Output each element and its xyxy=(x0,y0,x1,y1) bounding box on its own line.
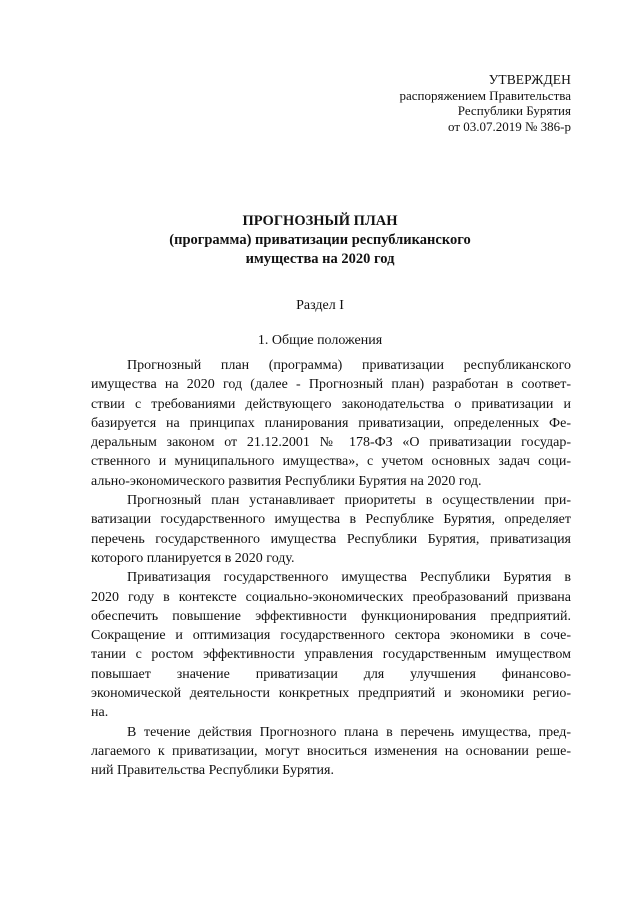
text-line: на. xyxy=(91,705,109,721)
text-line: базируется на принципах планирования приватизации, определенных Фе- xyxy=(91,415,571,431)
title-line: имущества на 2020 год xyxy=(245,251,395,267)
text-line: В течение действия Прогнозного плана в перечень имущества, пред- xyxy=(127,724,571,740)
body-text xyxy=(91,356,571,781)
text-line: повышает значение приватизации для улучшения финансово- xyxy=(91,666,571,682)
subsection-heading: 1. Общие положения xyxy=(257,333,383,348)
text-line: деральным законом от 21.12.2001 № 178-ФЗ «О приватизации государ- xyxy=(91,435,571,451)
approval-date-number: от 03.07.2019 № 386-р xyxy=(448,118,571,134)
paragraph xyxy=(91,356,571,491)
approval-block xyxy=(399,72,571,134)
text-line: обеспечить повышение эффективности функционирования предприятий. xyxy=(91,608,571,624)
approval-line: распоряжением Правительства xyxy=(399,87,571,103)
document-title xyxy=(0,212,640,269)
text-line: Приватизация государственного имущества Республики Бурятия в xyxy=(127,570,571,586)
approval-line: Республики Бурятия xyxy=(457,103,571,118)
text-line: 2020 году в контексте социально-экономических преобразований призвана xyxy=(91,589,571,605)
text-line: которого планируется в 2020 году. xyxy=(91,550,295,566)
section-heading: Раздел I xyxy=(296,298,344,313)
text-line: ний Правительства Республики Бурятия. xyxy=(91,763,334,779)
text-line: ственного и муниципального имущества», с учетом основных задач соци- xyxy=(91,454,571,470)
text-line: ватизации государственного имущества в Республике Бурятия, определяет xyxy=(91,512,571,528)
paragraph xyxy=(91,491,571,568)
text-line: ствии с требованиями действующего законодательства о приватизации и xyxy=(91,396,571,412)
text-line: тании с ростом эффективности управления государственным имуществом xyxy=(91,647,571,663)
title-line: (программа) приватизации республиканского xyxy=(169,232,471,248)
approval-heading: УТВЕРЖДЕН xyxy=(488,72,571,87)
text-line: Прогнозный план (программа) приватизации республиканского xyxy=(127,358,571,373)
paragraph xyxy=(91,723,571,781)
title-line: ПРОГНОЗНЫЙ ПЛАН xyxy=(242,213,398,229)
text-line: ально-экономического развития Республики Бурятия на 2020 год. xyxy=(91,473,482,489)
text-line: лагаемого к приватизации, могут вноситься изменения на основании реше- xyxy=(91,743,571,759)
text-line: имущества на 2020 год (далее - Прогнозный план) разработан в соответ- xyxy=(91,377,571,393)
text-line: перечень государственного имущества Республики Бурятия, приватизация xyxy=(91,531,571,547)
text-line: Прогнозный план устанавливает приоритеты в осуществлении при- xyxy=(127,493,571,509)
text-line: Сокращение и оптимизация государственного сектора экономики в соче- xyxy=(91,628,571,644)
text-line: экономической деятельности конкретных предприятий и экономики регио- xyxy=(91,686,571,702)
paragraph xyxy=(91,568,571,722)
